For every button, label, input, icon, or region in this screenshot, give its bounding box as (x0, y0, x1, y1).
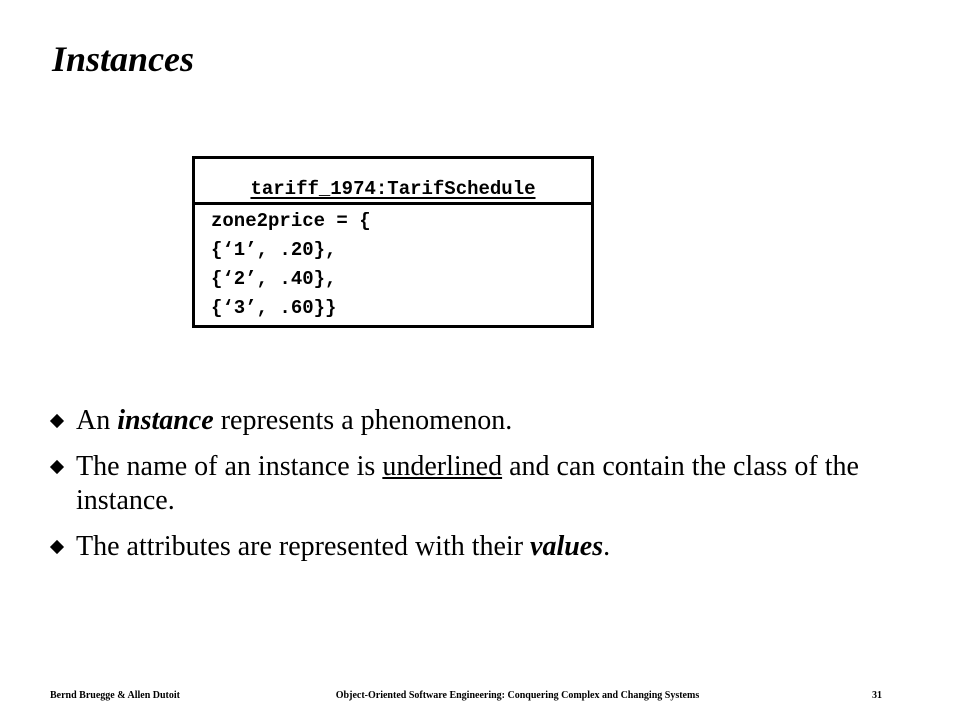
attribute-line: {‘2’, .40}, (211, 268, 337, 290)
page-number: 31 (872, 690, 882, 701)
object-name: tariff_1974:TarifSchedule (250, 178, 536, 200)
bullet-text: represents a phenomenon. (213, 405, 513, 436)
attribute-line: {‘3’, .60}} (211, 297, 337, 319)
emphasis-text: values (530, 531, 604, 562)
bullet-item (50, 450, 900, 518)
bullet-text: An (76, 405, 118, 436)
emphasis-text: instance (117, 405, 214, 436)
bullet-text: and can contain the class of the instance. (76, 451, 859, 516)
footer-book-title: Object-Oriented Software Engineering: Conquering Complex and Changing Systems (335, 690, 700, 701)
bullet-item (50, 404, 900, 438)
diamond-bullet-icon (50, 540, 64, 554)
attribute-line: {‘1’, .20}, (211, 239, 337, 261)
bullet-text: The attributes are represented with their (76, 531, 531, 562)
diamond-bullet-icon (50, 414, 64, 428)
bullet-list (50, 404, 900, 576)
bullet-text: . (603, 531, 611, 562)
uml-object-box (192, 156, 594, 328)
slide-title: Instances (52, 39, 195, 79)
bullet-item (50, 530, 900, 564)
bullet-text: The name of an instance is (76, 451, 383, 482)
underlined-text: underlined (382, 451, 503, 482)
object-name-compartment (195, 159, 591, 205)
footer-authors: Bernd Bruegge & Allen Dutoit (50, 690, 180, 701)
object-attributes-compartment (195, 205, 591, 323)
attribute-line: zone2price = { (211, 210, 371, 232)
diamond-bullet-icon (50, 460, 64, 474)
